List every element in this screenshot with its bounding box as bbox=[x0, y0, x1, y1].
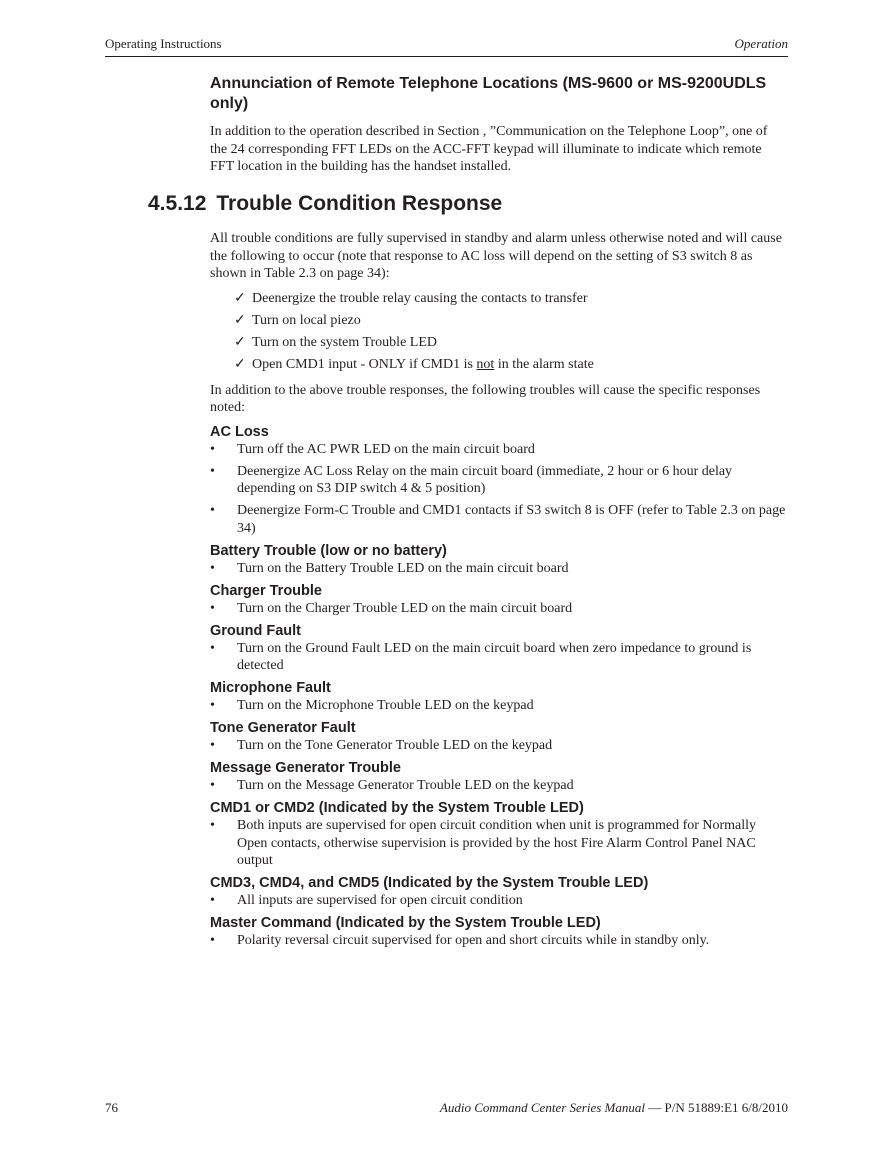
list-item-text: Turn on the Charger Trouble LED on the main circuit board bbox=[237, 600, 573, 616]
annunciation-title: Annunciation of Remote Telephone Locations (MS-9600 or MS-9200UDLS only) bbox=[210, 75, 767, 112]
check-mark-icon: ✓ bbox=[234, 312, 246, 328]
check-mark-icon: ✓ bbox=[234, 356, 246, 372]
check-mark-icon: ✓ bbox=[234, 290, 246, 306]
header-chapter: Operating Instructions bbox=[105, 36, 222, 51]
bullet-icon: • bbox=[210, 463, 215, 479]
bullet-list bbox=[210, 560, 788, 578]
bullet-icon: • bbox=[210, 640, 215, 656]
part-number: — P/N 51889:E1 6/8/2010 bbox=[644, 1100, 788, 1115]
section-followup: In addition to the above trouble responses, the following troubles will cause the specific responses noted: bbox=[210, 382, 761, 415]
bullet-list bbox=[210, 892, 788, 910]
bullet-icon: • bbox=[210, 778, 215, 793]
trouble-group-microphone bbox=[210, 679, 788, 715]
bullet-list bbox=[210, 640, 788, 675]
trouble-group-ground-fault bbox=[210, 622, 788, 675]
list-item-text: Deenergize Form-C Trouble and CMD1 contacts if S3 switch 8 is OFF (refer to Table 2.3 on page 34) bbox=[237, 503, 786, 536]
check-item-text: Turn on the system Trouble LED bbox=[252, 334, 438, 350]
bullet-icon: • bbox=[210, 503, 215, 518]
list-item bbox=[210, 502, 788, 537]
trouble-group-master-command bbox=[210, 914, 788, 950]
list-item bbox=[210, 697, 788, 715]
check-text-underlined: not bbox=[476, 356, 495, 372]
page-header bbox=[105, 36, 788, 57]
bullet-icon: • bbox=[210, 738, 215, 753]
group-heading: Charger Trouble bbox=[210, 582, 322, 599]
annunciation-body: In addition to the operation described in Section , ”Communication on the Telephone Loop”, one of the 24 corresponding FFT LEDs on the ACC-FFT keypad will illuminate to indicate which remote FFT location in the building has the handset installed. bbox=[210, 124, 768, 174]
check-mark-icon: ✓ bbox=[234, 334, 246, 350]
group-heading: Master Command (Indicated by the System Trouble LED) bbox=[210, 915, 601, 931]
bullet-icon: • bbox=[210, 933, 215, 948]
trouble-group-charger bbox=[210, 582, 788, 618]
list-item bbox=[210, 932, 788, 950]
group-heading: Message Generator Trouble bbox=[210, 760, 401, 776]
group-heading: CMD3, CMD4, and CMD5 (Indicated by the System Trouble LED) bbox=[210, 875, 649, 891]
check-text-after: in the alarm state bbox=[494, 356, 594, 372]
list-item-text: Turn on the Battery Trouble LED on the main circuit board bbox=[237, 560, 569, 576]
bullet-list bbox=[210, 817, 788, 870]
footer-citation bbox=[440, 1100, 788, 1116]
list-item bbox=[210, 600, 788, 618]
check-text-before: Open CMD1 input - ONLY if CMD1 is bbox=[252, 356, 477, 372]
bullet-list bbox=[210, 777, 788, 795]
header-section: Operation bbox=[734, 36, 788, 51]
list-item bbox=[210, 892, 788, 910]
list-item-text: Polarity reversal circuit supervised for open and short circuits while in standby only. bbox=[237, 933, 710, 948]
trouble-group-cmd1-cmd2 bbox=[210, 799, 788, 870]
trouble-group-message-generator bbox=[210, 759, 788, 795]
list-item-text: Turn on the Tone Generator Trouble LED on the keypad bbox=[237, 738, 553, 753]
section-title bbox=[148, 192, 502, 216]
check-item bbox=[210, 334, 788, 356]
list-item-text: All inputs are supervised for open circuit condition bbox=[237, 893, 523, 908]
list-item-text: Turn on the Microphone Trouble LED on the keypad bbox=[237, 698, 534, 713]
bullet-icon: • bbox=[210, 893, 215, 908]
check-item-text: Deenergize the trouble relay causing the contacts to transfer bbox=[252, 290, 588, 306]
bullet-icon: • bbox=[210, 441, 215, 457]
group-heading: CMD1 or CMD2 (Indicated by the System Trouble LED) bbox=[210, 800, 584, 816]
group-heading: AC Loss bbox=[210, 423, 269, 440]
list-item bbox=[210, 737, 788, 755]
list-item-text: Both inputs are supervised for open circuit condition when unit is programmed for Normally Open contacts, otherwise supervision is provided by the host Fire Alarm Control Panel NAC output bbox=[237, 818, 757, 868]
trouble-group-ac-loss bbox=[210, 423, 788, 538]
bullet-list bbox=[210, 932, 788, 950]
bullet-icon: • bbox=[210, 600, 215, 616]
bullet-list bbox=[210, 697, 788, 715]
list-item bbox=[210, 777, 788, 795]
section-number: 4.5.12 bbox=[148, 192, 207, 215]
trouble-group-tone-generator bbox=[210, 719, 788, 755]
trouble-groups bbox=[210, 423, 788, 950]
check-list bbox=[210, 290, 788, 378]
trouble-group-battery bbox=[210, 542, 788, 578]
bullet-icon: • bbox=[210, 560, 215, 576]
group-heading: Ground Fault bbox=[210, 622, 302, 639]
check-item-text: Turn on local piezo bbox=[252, 312, 361, 328]
annunciation-block bbox=[210, 74, 788, 176]
list-item bbox=[210, 640, 788, 675]
section-intro: All trouble conditions are fully supervised in standby and alarm unless otherwise noted and will cause the following to occur (note that response to AC loss will depend on the setting of S3 switch 8 as shown in Table 2.3 on page 34): bbox=[210, 231, 782, 281]
group-heading: Microphone Fault bbox=[210, 680, 331, 696]
list-item bbox=[210, 817, 788, 870]
bullet-list bbox=[210, 600, 788, 618]
check-item bbox=[210, 356, 788, 378]
list-item-text: Turn on the Ground Fault LED on the main circuit board when zero impedance to ground is detected bbox=[237, 640, 752, 673]
check-item-text bbox=[252, 357, 594, 372]
manual-title: Audio Command Center Series Manual bbox=[439, 1100, 645, 1115]
bullet-list bbox=[210, 737, 788, 755]
group-heading: Battery Trouble (low or no battery) bbox=[210, 542, 447, 559]
section-title-text: Trouble Condition Response bbox=[216, 192, 503, 215]
bullet-icon: • bbox=[210, 818, 215, 833]
group-heading: Tone Generator Fault bbox=[210, 720, 356, 736]
list-item-text: Turn off the AC PWR LED on the main circuit board bbox=[237, 441, 535, 457]
list-item bbox=[210, 441, 788, 459]
list-item bbox=[210, 463, 788, 498]
list-item-text: Deenergize AC Loss Relay on the main circuit board (immediate, 2 hour or 6 hour delay depending on S3 DIP switch 4 & 5 position) bbox=[237, 463, 733, 496]
check-item bbox=[210, 312, 788, 334]
section-body bbox=[210, 230, 788, 954]
list-item-text: Turn on the Message Generator Trouble LED on the keypad bbox=[237, 778, 574, 793]
bullet-icon: • bbox=[210, 698, 215, 713]
check-item bbox=[210, 290, 788, 312]
bullet-list bbox=[210, 441, 788, 538]
trouble-group-cmd3-cmd5 bbox=[210, 874, 788, 910]
page-number: 76 bbox=[105, 1100, 118, 1115]
list-item bbox=[210, 560, 788, 578]
